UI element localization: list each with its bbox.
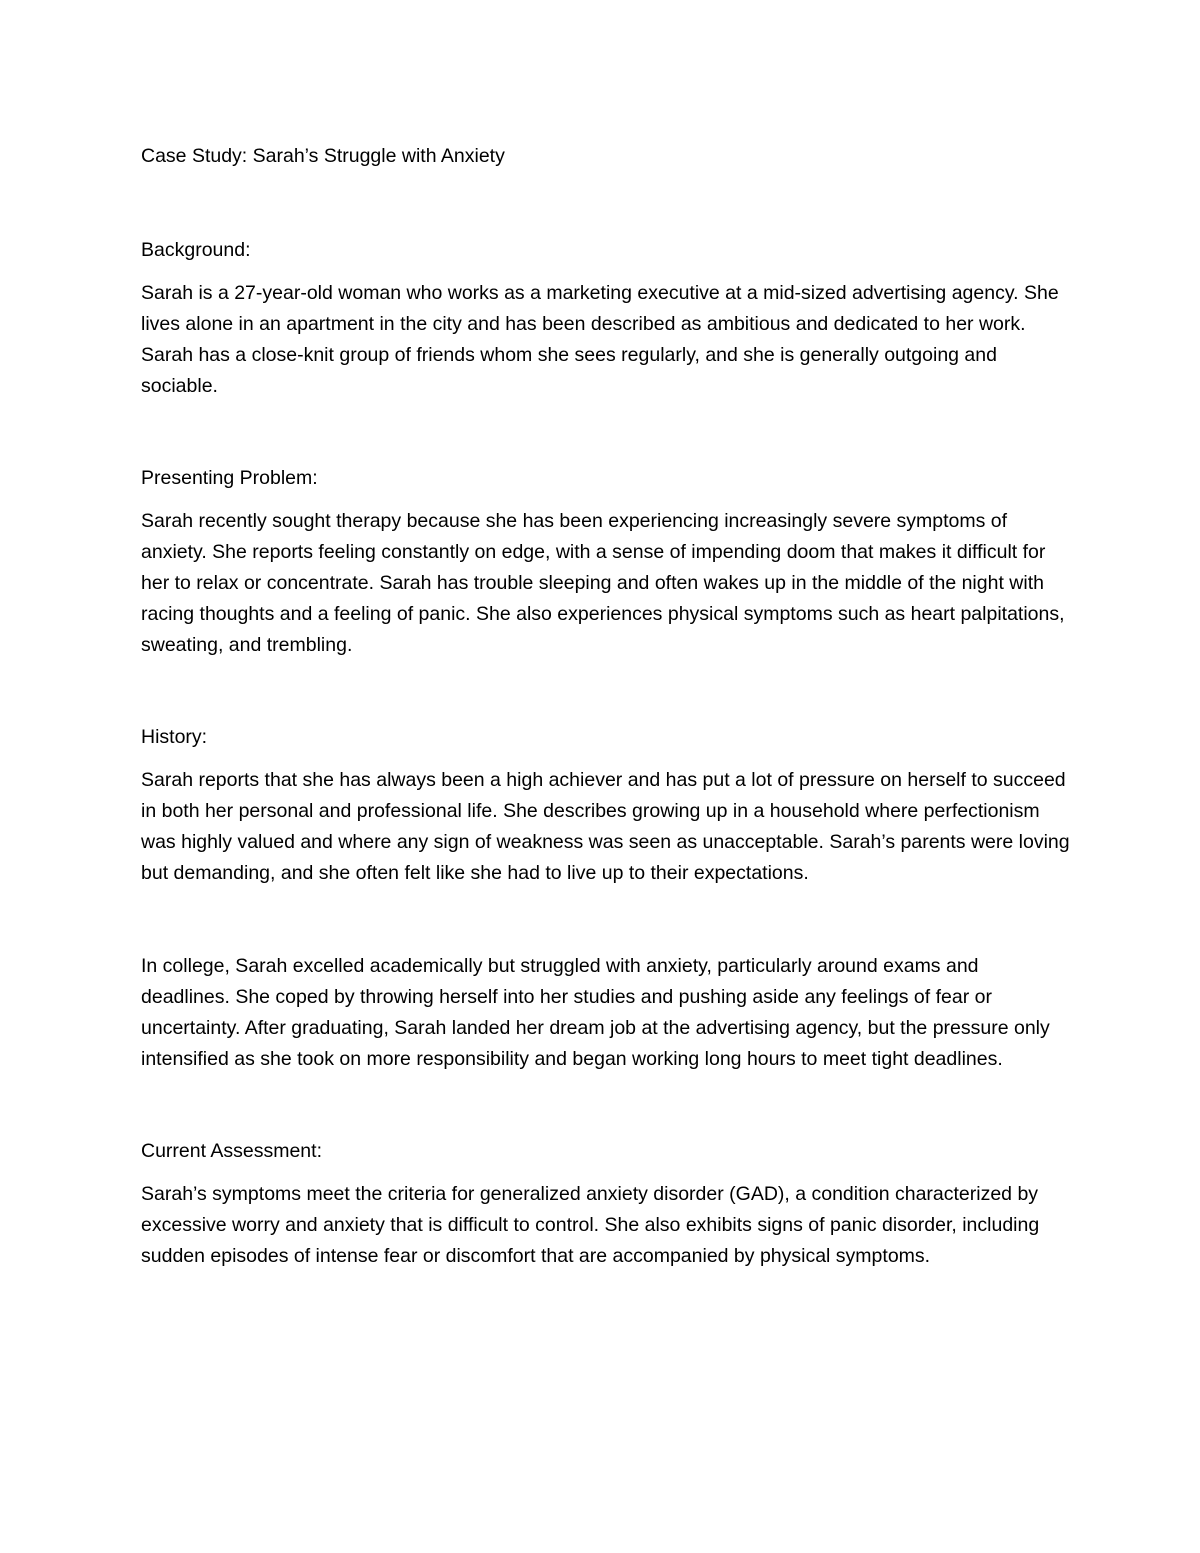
section-heading-current-assessment: Current Assessment: (141, 1140, 322, 1162)
current-assessment-paragraph: Sarah’s symptoms meet the criteria for generalized anxiety disorder (GAD), a condition characterized by excessive worry and anxiety that is difficult to control. She also exhibits signs of panic disorder, including sudden episodes of intense fear or discomfort that are accompanied by physical symptoms. (141, 1183, 1040, 1267)
section-heading-presenting-problem: Presenting Problem: (141, 467, 318, 489)
document-title: Case Study: Sarah’s Struggle with Anxiety (141, 145, 505, 167)
document-body (141, 141, 1071, 1272)
background-paragraph: Sarah is a 27-year-old woman who works as a marketing executive at a mid-sized advertising agency. She lives alone in an apartment in the city and has been described as ambitious and dedicated to her work. Sarah has a close-knit group of friends whom she sees regularly, and she is generally outgoing and sociable. (141, 282, 1059, 397)
history-paragraph-2: In college, Sarah excelled academically but struggled with anxiety, particularly around exams and deadlines. She coped by throwing herself into her studies and pushing aside any feelings of fear or uncertainty. After graduating, Sarah landed her dream job at the advertising agency, but the pressure only intensified as she took on more responsibility and began working long hours to meet tight deadlines. (141, 955, 1050, 1070)
section-heading-background: Background: (141, 239, 251, 261)
section-heading-history: History: (141, 726, 208, 748)
history-paragraph-1: Sarah reports that she has always been a high achiever and has put a lot of pressure on herself to succeed in both her personal and professional life. She describes growing up in a household where perfectionism was highly valued and where any sign of weakness was seen as unacceptable. Sarah’s parents were loving but demanding, and she often felt like she had to live up to their expectations. (141, 769, 1070, 884)
presenting-problem-paragraph: Sarah recently sought therapy because she has been experiencing increasingly severe symptoms of anxiety. She reports feeling constantly on edge, with a sense of impending doom that makes it difficult for her to relax or concentrate. Sarah has trouble sleeping and often wakes up in the middle of the night with racing thoughts and a feeling of panic. She also experiences physical symptoms such as heart palpitations, sweating, and trembling. (141, 510, 1065, 656)
